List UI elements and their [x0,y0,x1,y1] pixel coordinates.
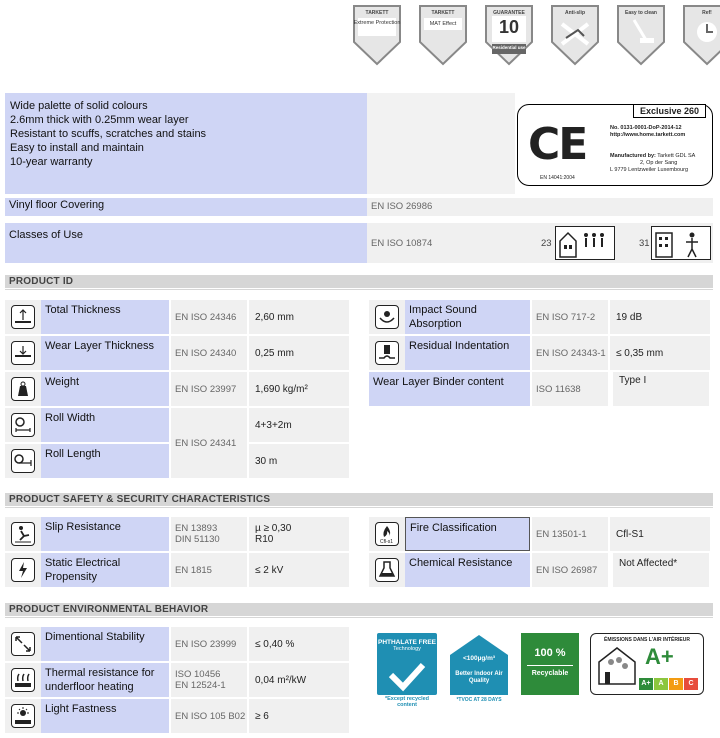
section-environment: PRODUCT ENVIRONMENTAL BEHAVIOR [5,603,713,616]
chemical-resistance-row: Chemical Resistance EN ISO 26987 Not Affected* [369,553,713,587]
wear-layer-thickness-row: Wear Layer Thickness EN ISO 24340 0,25 mm [5,336,349,370]
total-thickness-icon [11,305,35,329]
checkmark-icon [377,657,437,693]
roll-width-icon [11,413,35,437]
house-shape-icon [448,633,510,695]
recyclable-logo: 100 % Recyclable [521,633,579,695]
section-product-id: PRODUCT ID [5,275,713,288]
ce-mark-icon: CE [528,119,587,170]
residual-indentation-row: Residual Indentation EN ISO 24343-1 ≤ 0,35 mm [369,336,713,370]
dimensional-stability-icon [11,632,35,656]
chemical-resistance-icon [375,558,399,582]
light-fastness-icon [11,704,35,728]
emissions-house-icon [597,646,637,686]
indoor-air-quality-logo: <100µg/m³ Better Indoor Air Quality *TVOC AT 28 DAYS [448,633,510,711]
mat-effect-badge: TARKETT MAT Effect [416,4,470,66]
underfloor-heating-icon [11,668,35,692]
product-name: Exclusive 260 [633,104,706,118]
residential-class-icon [555,226,615,260]
description-spacer [367,93,515,194]
impact-sound-row: Impact Sound Absorption EN ISO 717-2 19 dB [369,300,713,334]
slip-resistance-row: Slip Resistance EN 13893 DIN 51130 µ ≥ 0,30 R10 [5,517,349,551]
phthalate-free-logo: PHTHALATE FREE Technology *Except recycled content [377,633,437,711]
roll-length-row: Roll Length 30 m [5,444,349,478]
extreme-protection-badge: TARKETT Extreme Protection [350,4,404,66]
easy-to-clean-badge: Easy to clean [614,4,668,66]
fire-icon [375,522,399,546]
static-electrical-icon [11,558,35,582]
emissions-scale: A+ A B C [639,678,698,690]
total-thickness-row: Total Thickness EN ISO 24346 2,60 mm [5,300,349,334]
static-electrical-row: Static Electrical Propensity EN 1815 ≤ 2 kV [5,553,349,587]
weight-row: Weight EN ISO 23997 1,690 kg/m² [5,372,349,406]
guarantee-badge: GUARANTEE 10 Residential use [482,4,536,66]
impact-sound-icon [375,305,399,329]
thermal-resistance-row: Thermal resistance for underfloor heating ISO 10456 EN 12524-1 0,04 m²/kW [5,663,349,697]
anti-slip-badge: Anti-slip [548,4,602,66]
weight-icon [11,377,35,401]
section-safety: PRODUCT SAFETY & SECURITY CHARACTERISTICS [5,493,713,506]
vinyl-row: Vinyl floor Covering EN ISO 26986 [5,198,713,216]
refit-badge: Ref! [680,4,720,66]
ce-manufacturer: Manufactured by: Tarkett GDL SA 2, Op der Sang L 9779 Lentzweiler Luxembourg [610,153,696,173]
roll-length-icon [11,449,35,473]
commercial-class-icon [651,226,711,260]
feature-badges [350,4,720,66]
residual-indentation-icon [375,341,399,365]
wear-layer-binder-row: Wear Layer Binder content ISO 11638 Type I [369,372,713,406]
indoor-emissions-logo: ÉMISSIONS DANS L'AIR INTÉRIEUR A+ A+ A B C [590,633,704,695]
slip-resistance-icon [11,522,35,546]
svg-text:Cfl-s1: Cfl-s1 [380,539,394,545]
ce-doc-info: No. 0131-0001-DoP-2014-12 http://www.home.tarkett.com [610,125,686,138]
fire-classification-row: Cfl-s1 Fire Classification EN 13501-1 Cfl-S1 [369,517,713,551]
wear-layer-icon [11,341,35,365]
product-description: Wide palette of solid colours 2.6mm thick with 0.25mm wear layer Resistant to scuffs, scratches and stains Easy to install and maintain 10-year warranty [5,93,367,194]
classes-of-use-row: Classes of Use EN ISO 10874 23 31 [5,223,713,263]
dimensional-stability-row: Dimentional Stability EN ISO 23999 ≤ 0,40 % [5,627,349,661]
ce-label: Exclusive 260 CE EN 14041:2004 No. 0131-0001-DoP-2014-12 http://www.home.tarkett.com Manufactured by: Tarkett GDL SA 2, Op der Sang L 9779 Lentzweiler Luxembourg [517,104,713,186]
light-fastness-row: Light Fastness EN ISO 105 B02 ≥ 6 [5,699,349,733]
roll-width-row: Roll Width EN ISO 24341 4+3+2m [5,408,349,442]
